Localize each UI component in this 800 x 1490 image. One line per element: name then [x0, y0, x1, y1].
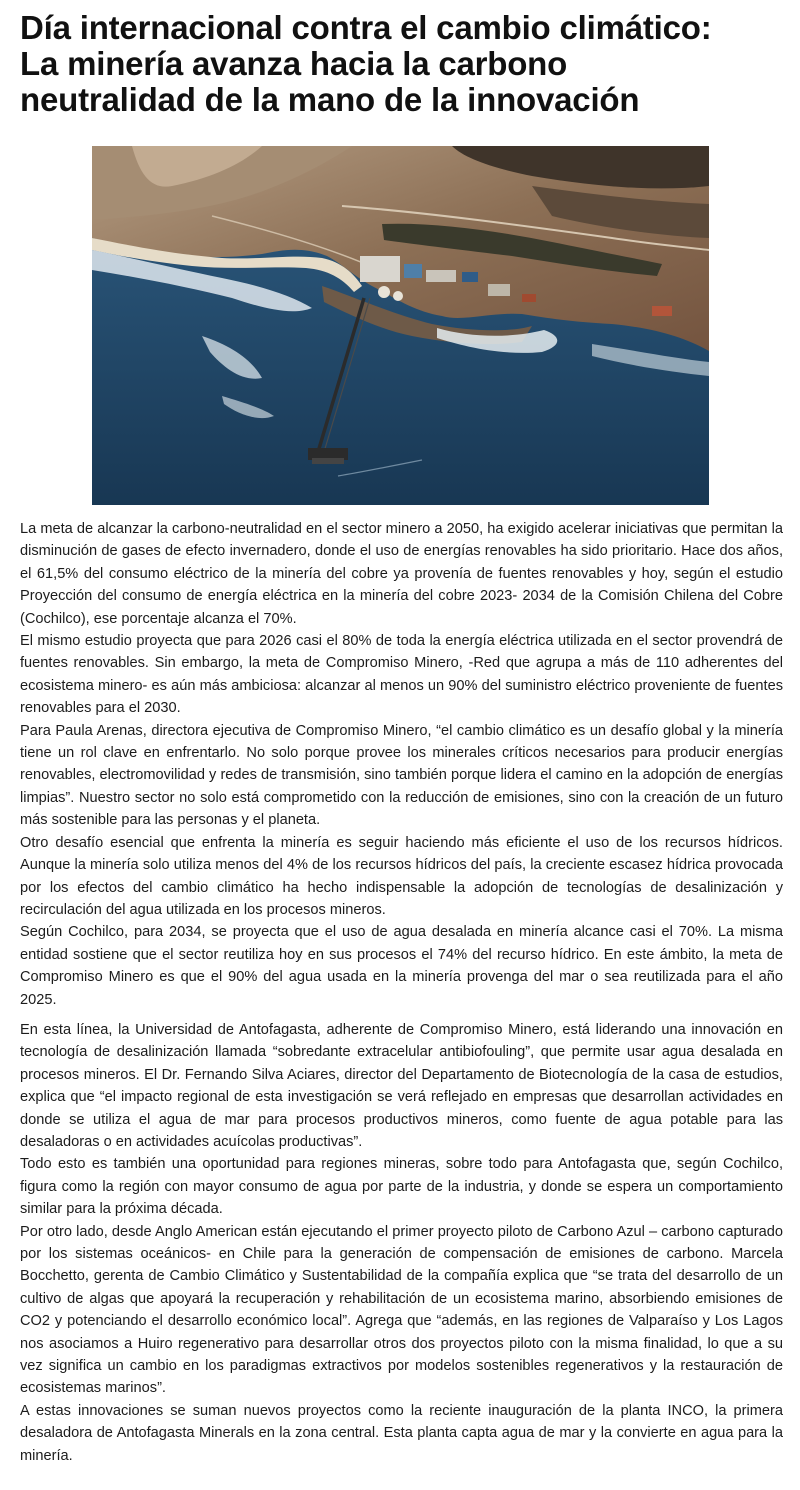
article-title: [20, 10, 790, 118]
article-body: [20, 518, 783, 1467]
paragraph: La meta de alcanzar la carbono-neutralidad en el sector minero a 2050, ha exigido acelerar iniciativas que permitan la disminución de gases de efecto invernadero, donde el uso de energías renovables ha sido prioritario. Hace dos años, el 61,5% del consumo eléctrico de la minería del cobre ya provenía de fuentes renovables y hoy, según el estudio Proyección del consumo de energía eléctrica en la minería del cobre 2023- 2034 de la Comisión Chilena del Cobre (Cochilco), ese porcentaje alcanza el 70%.: [20, 521, 783, 627]
paragraph: Para Paula Arenas, directora ejecutiva de Compromiso Minero, “el cambio climático es un desafío global y la minería tiene un rol clave en enfrentarlo. No solo porque provee los minerales críticos necesarios para producir energías renovables, electromovilidad y redes de transmisión, sino también porque lidera el camino en la adopción de energías limpias”. Nuestro sector no solo está comprometido con la reducción de emisiones, sino con la creación de un futuro más sostenible para las personas y el planeta.: [20, 722, 783, 829]
paragraph: Según Cochilco, para 2034, se proyecta que el uso de agua desalada en minería alcance casi el 70%. La misma entidad sostiene que el sector reutiliza hoy en sus procesos el 74% del recurso hídrico. En este ámbito, la meta de Compromiso Minero es que el 90% del agua usada en la minería provenga del mar o sea reutilizada para el año 2025.: [20, 924, 783, 1008]
paragraph: Por otro lado, desde Anglo American están ejecutando el primer proyecto piloto de Carbono Azul – carbono capturado por los sistemas oceánicos- en Chile para la generación de compensación de emisiones de carbono. Marcela Bocchetto, gerenta de Cambio Climático y Sustentabilidad de la compañía explica que “se trata del desarrollo de un cultivo de algas que apoyará la recuperación y rehabilitación de un ecosistema marino, absorbiendo emisiones de CO2 y potenciando el desarrollo económico local”. Agrega que “además, en las regiones de Valparaíso y Los Lagos nos asociamos a Huiro regenerativo para desarrollar otros dos proyectos piloto con la misma finalidad, lo que a su vez significa un cambio en los paradigmas extractivos por modelos sostenibles regenerativos y la restauración de ecosistemas marinos”.: [20, 1223, 783, 1397]
title-line: Día internacional contra el cambio climático:: [20, 9, 712, 46]
paragraph: A estas innovaciones se suman nuevos proyectos como la reciente inauguración de la planta INCO, la primera desaladora de Antofagasta Minerals en la zona central. Esta planta capta agua de mar y la convierte en agua para la minería.: [20, 1402, 783, 1464]
paragraph: Otro desafío esencial que enfrenta la minería es seguir haciendo más eficiente el uso de los recursos hídricos. Aunque la minería solo utiliza menos del 4% de los recursos hídricos del país, la creciente escasez hídrica provocada por los efectos del cambio climático ha hecho indispensable la adopción de tecnologías de desalinización y recirculación del agua utilizada en los procesos mineros.: [20, 834, 783, 918]
paragraph: El mismo estudio proyecta que para 2026 casi el 80% de toda la energía eléctrica utilizada en el sector provendrá de fuentes renovables. Sin embargo, la meta de Compromiso Minero, -Red que agrupa a más de 110 adherentes del ecosistema minero- es aún más ambiciosa: alcanzar al menos un 90% del suministro eléctrico proveniente de fuentes renovables para el 2030.: [20, 633, 783, 717]
title-line: neutralidad de la mano de la innovación: [20, 81, 640, 118]
hero-image-aerial-coastal-plant: [92, 146, 709, 505]
paragraph: Todo esto es también una oportunidad para regiones mineras, sobre todo para Antofagasta que, según Cochilco, figura como la región con mayor consumo de agua por parte de la industria, y donde se espera un comportamiento similar para la próxima década.: [20, 1156, 783, 1218]
title-line: La minería avanza hacia la carbono: [20, 45, 568, 82]
paragraph: En esta línea, la Universidad de Antofagasta, adherente de Compromiso Minero, está liderando una innovación en tecnología de desalinización llamada “sobredante extracelular antibiofouling”, que permite usar agua desalada en procesos mineros. El Dr. Fernando Silva Aciares, director del Departamento de Biotecnología de la casa de estudios, explica que “el impacto regional de esta investigación se verá reflejado en empresas que desarrollan actividades en donde se utiliza el agua de mar para procesos productivos mineros, como fuente de agua potable para las desaladoras o en actividades acuícolas productivas”.: [20, 1021, 783, 1150]
